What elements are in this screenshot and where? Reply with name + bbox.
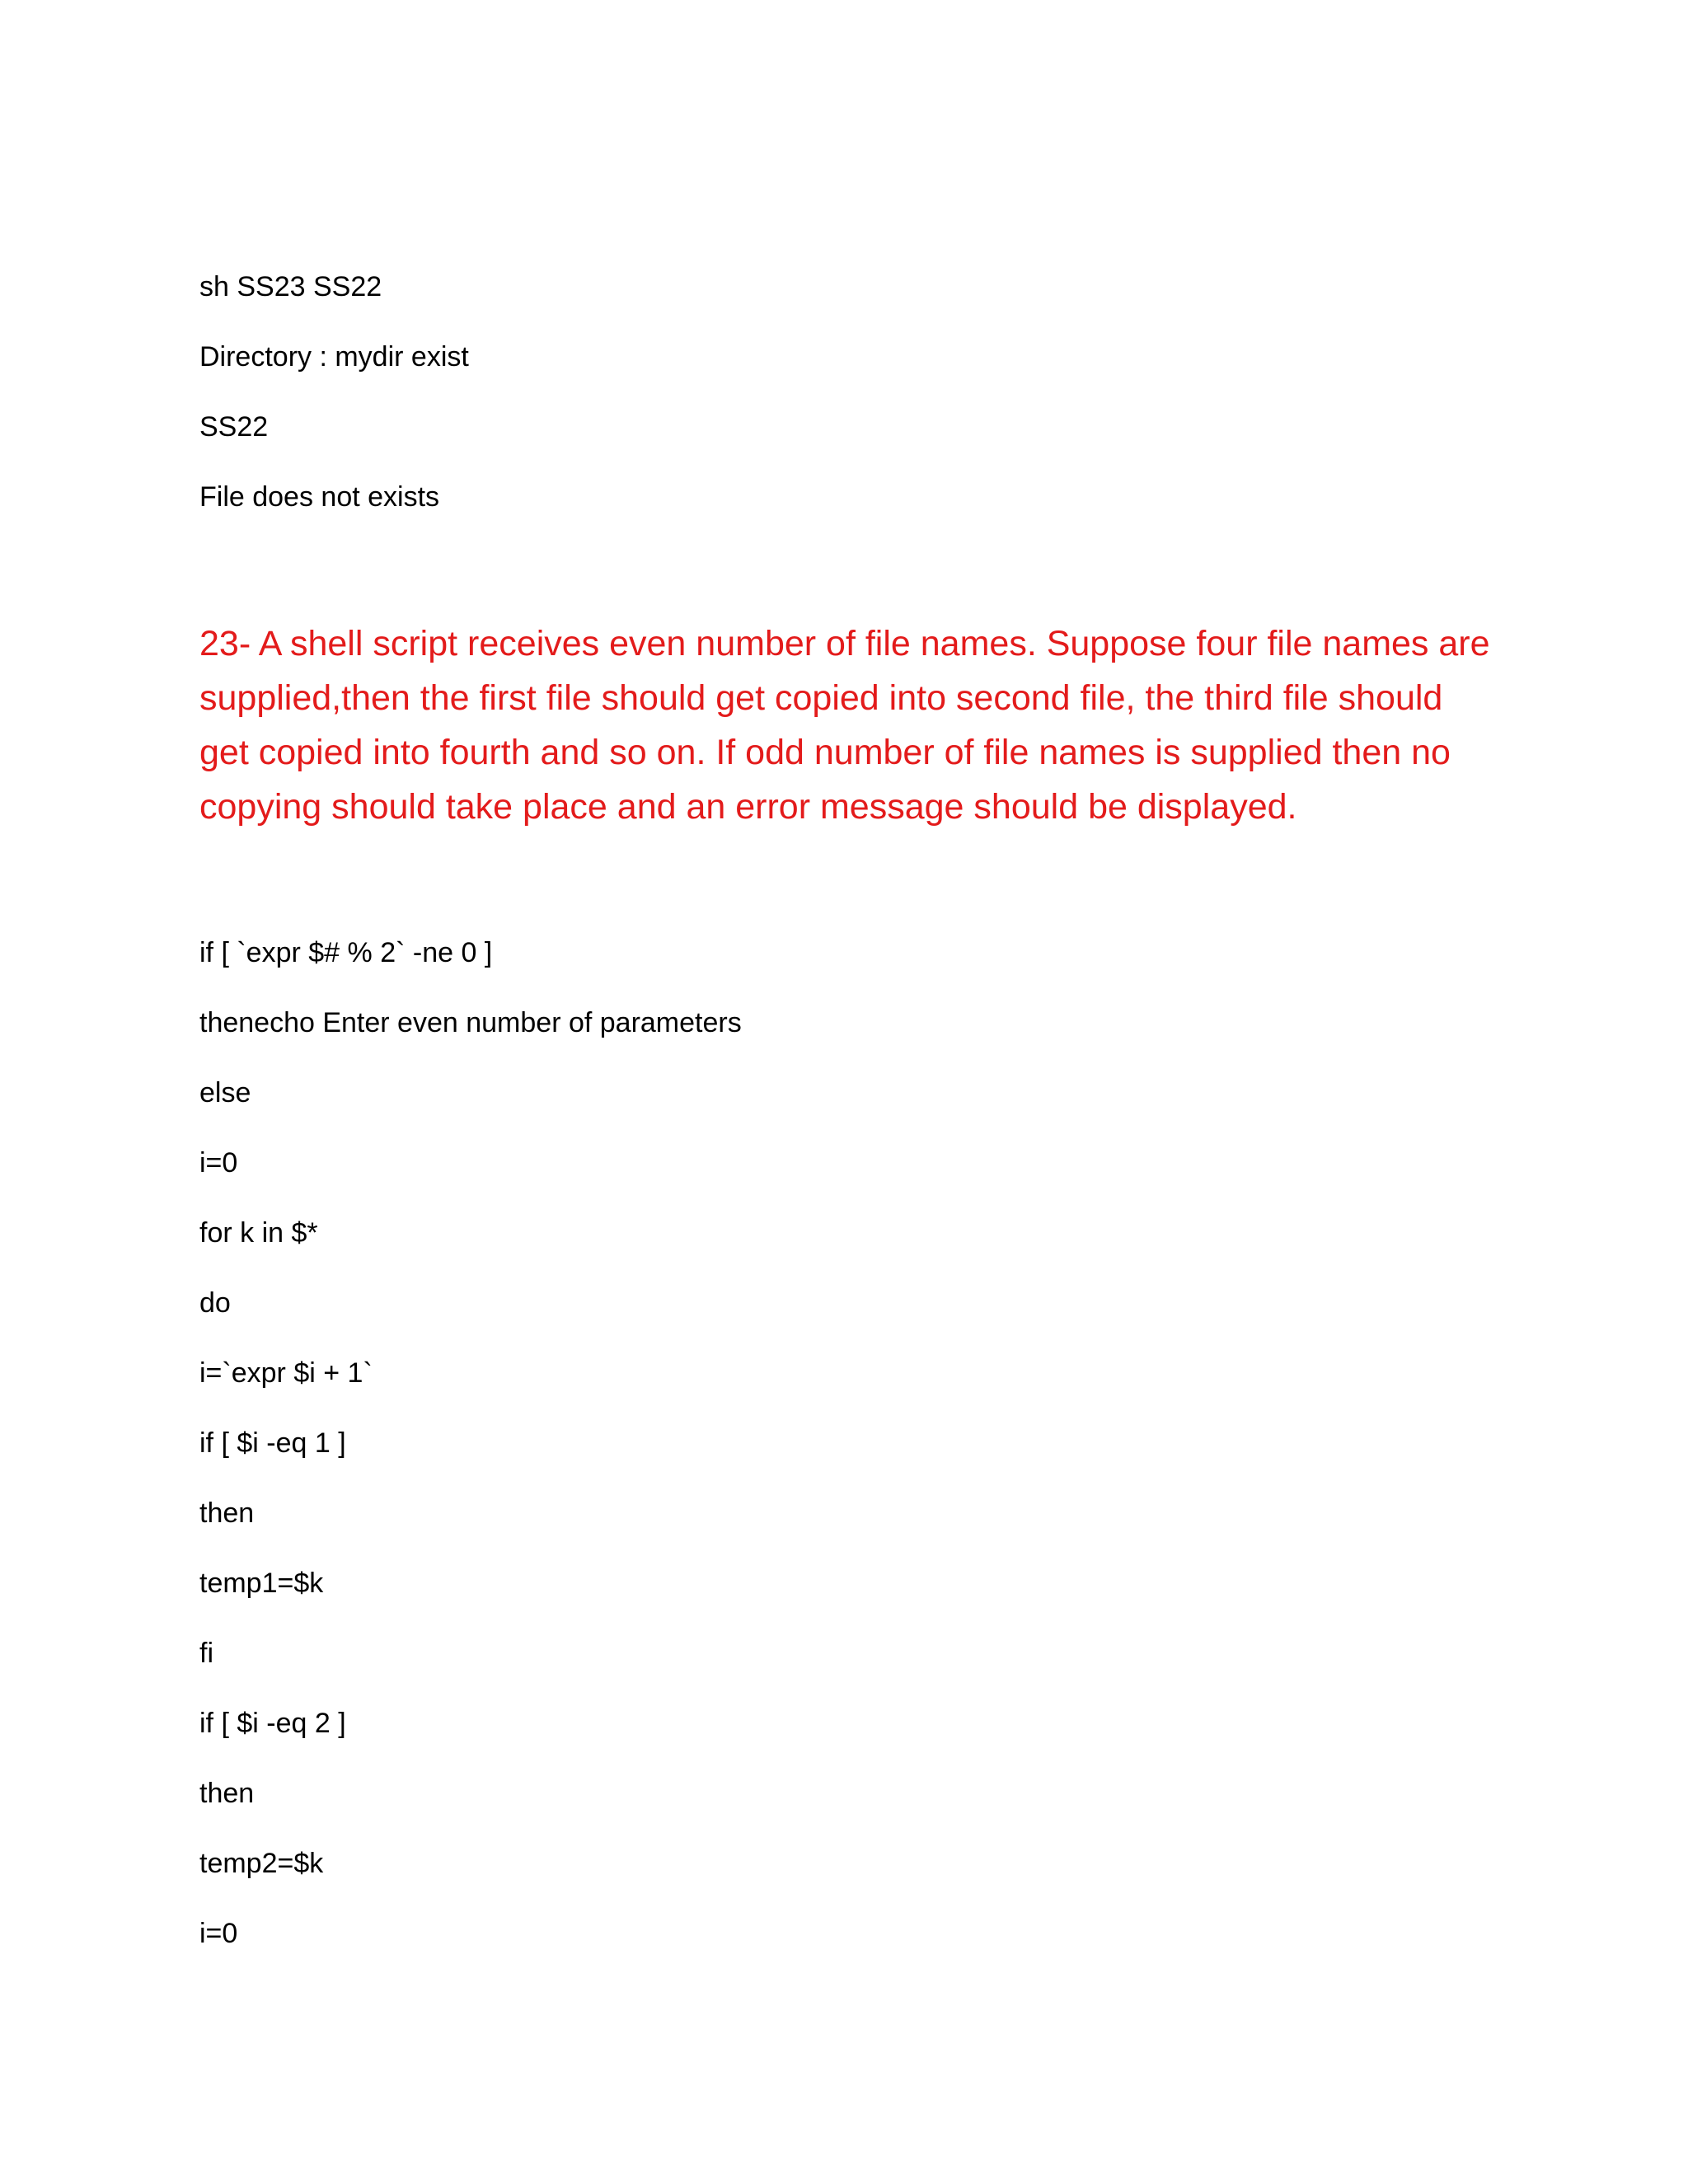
question-paragraph [199, 616, 1502, 834]
code-line: do [199, 1287, 231, 1319]
code-line: temp1=$k [199, 1568, 324, 1599]
output-line: File does not exists [199, 481, 440, 513]
output-line: sh SS23 SS22 [199, 271, 382, 302]
question-line: 23- A shell script receives even number of file names. Suppose four file names are [199, 624, 1490, 663]
code-line: temp2=$k [199, 1848, 324, 1879]
code-line: i=0 [199, 1147, 238, 1179]
code-line: i=0 [199, 1918, 238, 1949]
output-line: Directory : mydir exist [199, 341, 469, 373]
question-line: get copied into fourth and so on. If odd number of file names is supplied then no [199, 733, 1451, 772]
question-line: supplied,then the first file should get copied into second file, the third file should [199, 678, 1443, 718]
code-line: if [ $i -eq 2 ] [199, 1708, 346, 1739]
code-line: for k in $* [199, 1217, 318, 1249]
code-line: else [199, 1077, 251, 1108]
code-line: if [ `expr $# % 2` -ne 0 ] [199, 937, 493, 968]
output-line: SS22 [199, 411, 269, 443]
code-line: fi [199, 1638, 213, 1669]
code-line: thenecho Enter even number of parameters [199, 1007, 742, 1038]
code-line: if [ $i -eq 1 ] [199, 1427, 346, 1459]
code-line: then [199, 1778, 255, 1809]
code-line: then [199, 1497, 255, 1529]
question-line: copying should take place and an error message should be displayed. [199, 787, 1297, 827]
code-line: i=`expr $i + 1` [199, 1357, 373, 1389]
